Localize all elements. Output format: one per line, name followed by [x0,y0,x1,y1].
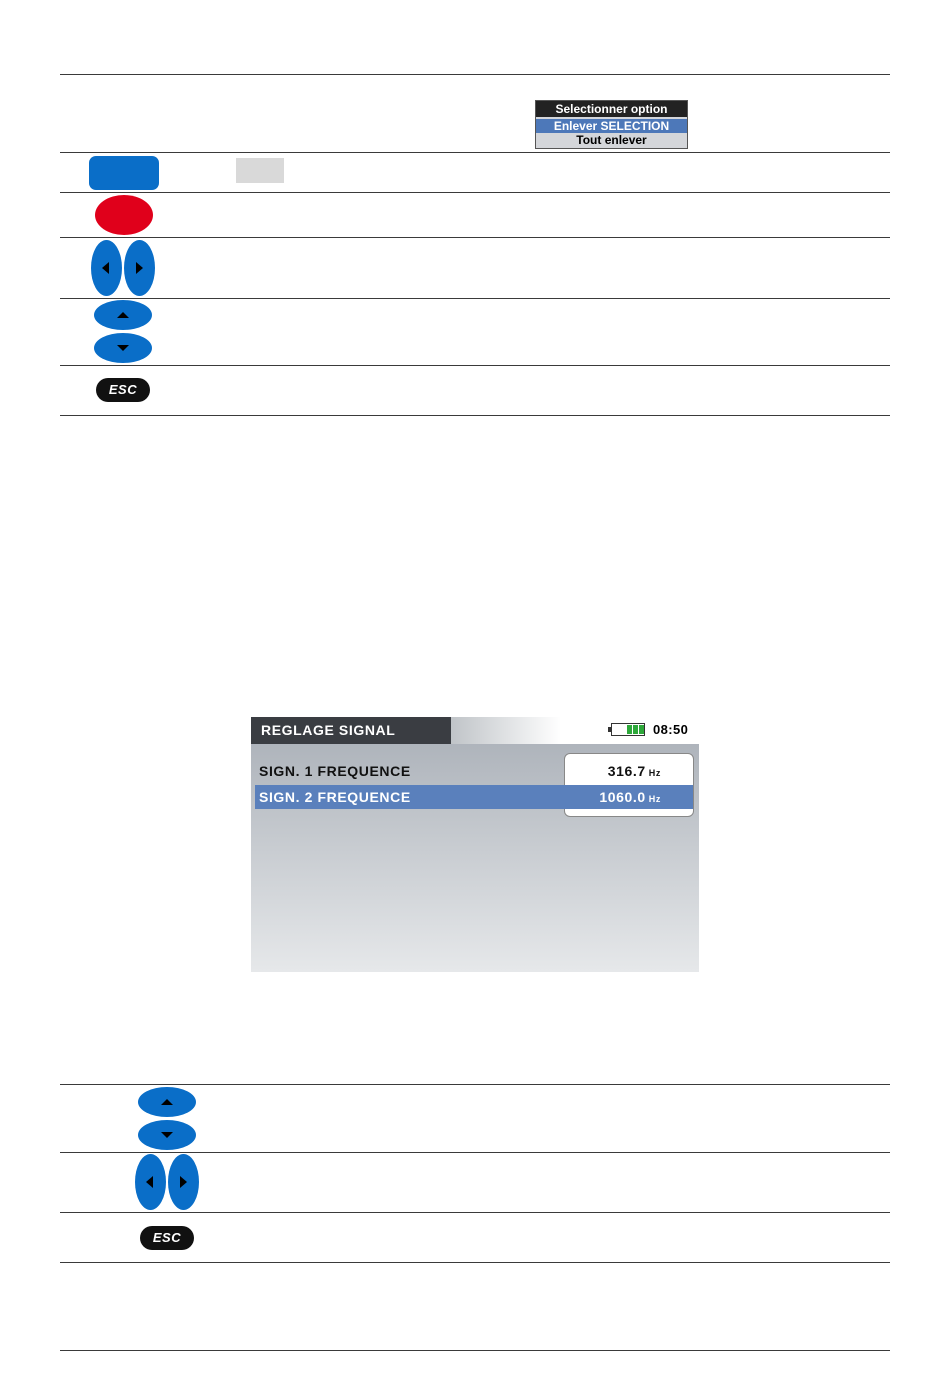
table-row-divider [60,365,890,366]
up-down-arrows-icon [138,1087,196,1149]
signal-2-frequency-value[interactable]: 1060.0 Hz [599,789,661,805]
up-down-arrows-icon [94,300,152,362]
table-row-divider [60,1152,890,1153]
left-right-arrows-icon [135,1154,199,1210]
clock: 08:50 [653,722,689,737]
esc-key-icon: ESC [140,1226,194,1250]
table-row-divider [60,237,890,238]
signal-1-frequency-value[interactable]: 316.7 Hz [607,763,661,779]
table-bottom-border [60,1262,890,1263]
esc-key-icon: ESC [96,378,150,402]
grey-field-indicator [236,158,284,183]
screen-title: REGLAGE SIGNAL [251,717,451,744]
table-row-divider [60,298,890,299]
left-right-arrows-icon [91,240,155,296]
red-key-icon [95,195,153,235]
popup-option[interactable]: Tout enlever [536,133,687,148]
table-top-border [60,1084,890,1085]
popup-option-selected[interactable]: Enlever SELECTION [536,119,687,133]
table-row-divider [60,192,890,193]
table-row-divider [60,1212,890,1213]
signal-1-frequency-label[interactable]: SIGN. 1 FREQUENCE [259,763,411,779]
table-bottom-border [60,415,890,416]
battery-icon [611,723,645,736]
page-footer-rule [60,1350,890,1351]
signal-settings-screen [251,717,699,972]
popup-title: Selectionner option [536,101,687,117]
blue-key-icon [89,156,159,190]
table-top-border [60,74,890,75]
signal-2-frequency-label[interactable]: SIGN. 2 FREQUENCE [259,789,411,805]
table-row-divider [60,152,890,153]
options-popup-menu [535,100,688,149]
